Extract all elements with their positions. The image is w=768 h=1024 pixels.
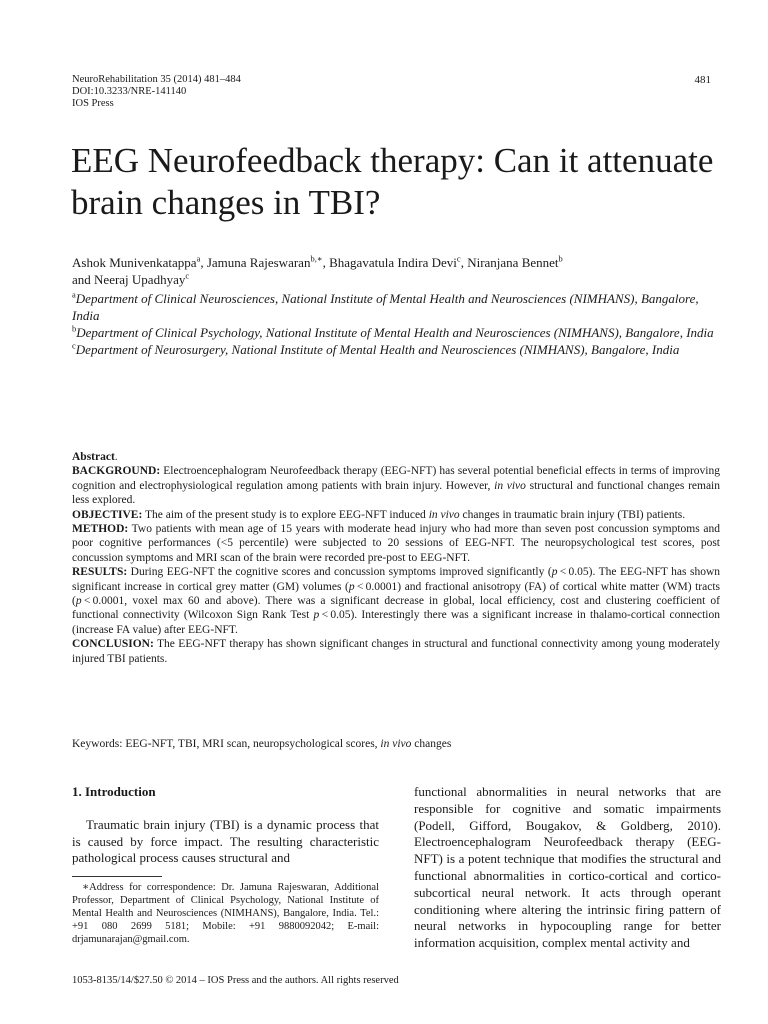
paper-title	[71, 140, 731, 224]
affiliation-list	[72, 290, 722, 358]
author-affil-mark: b,∗	[310, 253, 323, 264]
results-label: RESULTS:	[72, 566, 128, 579]
method-label: METHOD:	[72, 523, 129, 536]
background-italic: in vivo	[494, 479, 526, 492]
results-text-3: < 0.0001) and fractional anisotropy (FA) of cortical white matter (WM) tracts (	[72, 580, 720, 608]
affiliation-label: a	[72, 289, 76, 300]
p-symbol: p	[75, 595, 82, 608]
page-number: 481	[694, 74, 711, 86]
author-and: and	[72, 272, 95, 287]
results-text-2: < 0.05). The EEG-NFT has shown significant increase in cortical grey matter (GM) volumes (	[72, 566, 720, 593]
background-label: BACKGROUND:	[72, 465, 161, 478]
publisher: IOS Press	[72, 98, 114, 109]
author-name: Niranjana Bennet	[467, 255, 559, 270]
footnote-divider	[72, 876, 162, 877]
author-separator: ,	[322, 255, 330, 270]
results-text: During EEG-NFT the cognitive scores and concussion symptoms improved significantly (	[127, 566, 552, 579]
affiliation-text: Department of Clinical Psychology, National Institute of Mental Health and Neurosciences (NIMHANS), Bangalore, India	[76, 325, 714, 340]
right-column	[414, 784, 721, 952]
title-line-2: brain changes in TBI?	[71, 183, 381, 222]
objective-italic: in vivo	[428, 508, 460, 521]
keywords-text: Keywords: EEG-NFT, TBI, MRI scan, neuropsychological scores,	[72, 738, 381, 750]
abstract-objective	[72, 508, 720, 522]
author-name: Ashok Munivenkatappa	[72, 255, 197, 270]
method-text: Two patients with mean age of 15 years with moderate head injury who had more than seven post concussion symptoms and poor cognitive performances (<5 percentile) were subjected to 20 sessions of EEG-NFT. The neuropsychological test scores, post concussion symptoms and MRI scan of the brain were recorded pre-post to EEG-NFT.	[72, 523, 720, 564]
author-separator: ,	[460, 255, 468, 270]
author-name: Bhagavatula Indira Devi	[329, 255, 457, 270]
abstract-method	[72, 522, 720, 565]
results-text-5: < 0.05). Interestingly there was a significant increase in thalamo-cortical connection (increase FA value) after EEG-NFT.	[72, 609, 720, 636]
affiliation-text: Department of Clinical Neurosciences, National Institute of Mental Health and Neurosciences (NIMHANS), Bangalore, India	[72, 291, 699, 323]
section-heading-introduction: 1. Introduction	[72, 784, 156, 799]
abstract-heading-period: .	[114, 451, 118, 463]
affiliation-b	[72, 324, 722, 341]
keywords-text-2: changes	[411, 738, 452, 750]
footnote-text: ∗Address for correspondence: Dr. Jamuna Rajeswaran, Additional Professor, Department of Clinical Psychology, National Institute of Mental Health and Neurosciences (NIMHANS), Bangalore, India. Tel.: +91 080 2699 5181; Mobile: +91 9880092042; E-mail: drjamunarajan@gmail.com.	[72, 882, 379, 946]
abstract-background	[72, 464, 720, 507]
correspondence-footnote	[72, 881, 379, 946]
author-list	[72, 254, 722, 288]
author-affil-mark: c	[456, 253, 461, 264]
p-symbol: p	[313, 609, 320, 622]
author-separator: ,	[200, 255, 207, 270]
p-symbol: p	[551, 566, 558, 579]
author-affil-mark: c	[185, 270, 190, 281]
journal-citation: NeuroRehabilitation 35 (2014) 481–484	[72, 74, 241, 85]
keywords-italic: in vivo	[380, 738, 412, 750]
objective-text: The aim of the present study is to explore EEG-NFT induced	[142, 508, 429, 521]
affiliation-c	[72, 341, 722, 358]
objective-text-2: changes in traumatic brain injury (TBI) patients.	[459, 508, 686, 521]
author-name: Jamuna Rajeswaran	[206, 255, 311, 270]
p-symbol: p	[348, 580, 355, 593]
copyright-line: 1053-8135/14/$27.50 © 2014 – IOS Press and the authors. All rights reserved	[72, 975, 399, 986]
background-text: Electroencephalogram Neurofeedback therapy (EEG-NFT) has several potential beneficial effects in terms of improving cognition and electrophysiological regulation among patients with brain injury. However,	[72, 465, 720, 492]
abstract	[72, 450, 720, 666]
background-text-2: structural and functional changes remain less explored.	[72, 479, 720, 507]
abstract-results	[72, 565, 720, 637]
affiliation-text: Department of Neurosurgery, National Institute of Mental Health and Neurosciences (NIMHANS), Bangalore, India	[75, 342, 680, 357]
journal-info	[72, 74, 241, 110]
abstract-conclusion	[72, 637, 720, 666]
author-affil-mark: b	[558, 253, 563, 264]
affiliation-label: b	[72, 323, 77, 334]
affiliation-a	[72, 290, 722, 324]
left-column	[72, 784, 379, 867]
intro-paragraph: Traumatic brain injury (TBI) is a dynamic process that is caused by force impact. The resulting characteristic pathological process causes structural and	[72, 816, 379, 866]
objective-label: OBJECTIVE:	[72, 508, 143, 521]
doi: DOI:10.3233/NRE-141140	[72, 86, 187, 97]
abstract-title	[72, 450, 720, 464]
author-name: Neeraj Upadhyay	[94, 272, 186, 287]
title-line-1: EEG Neurofeedback therapy: Can it attenuate	[71, 141, 714, 180]
intro-paragraph-continued: functional abnormalities in neural networks that are responsible for cognitive and somatic impairments (Podell, Gifford, Bougakov, & Goldberg, 2010). Electroencephalogram Neurofeedback therapy (EEG-NFT) is a potent technique that modifies the structural and functional abnormalities in cortico-cortical and cortico-subcortical neural network. It acts through operant conditioning where altering the intrinsic firing pattern of neural networks in hypocoupling range for better information acquisition, complex mental activity and	[414, 784, 721, 951]
author-affil-mark: a	[196, 253, 201, 264]
keywords	[72, 737, 720, 751]
results-text-4: < 0.0001, voxel max 60 and above). There was a significant decrease in global, local efficiency, cost and clustering coefficient of functional connectivity (Wilcoxon Sign Rank Test	[72, 595, 720, 622]
affiliation-label: c	[72, 340, 76, 351]
conclusion-text: The EEG-NFT therapy has shown significant changes in structural and functional connectivity among young moderately injured TBI patients.	[72, 638, 720, 665]
conclusion-label: CONCLUSION:	[72, 638, 154, 651]
abstract-heading: Abstract	[72, 451, 115, 463]
